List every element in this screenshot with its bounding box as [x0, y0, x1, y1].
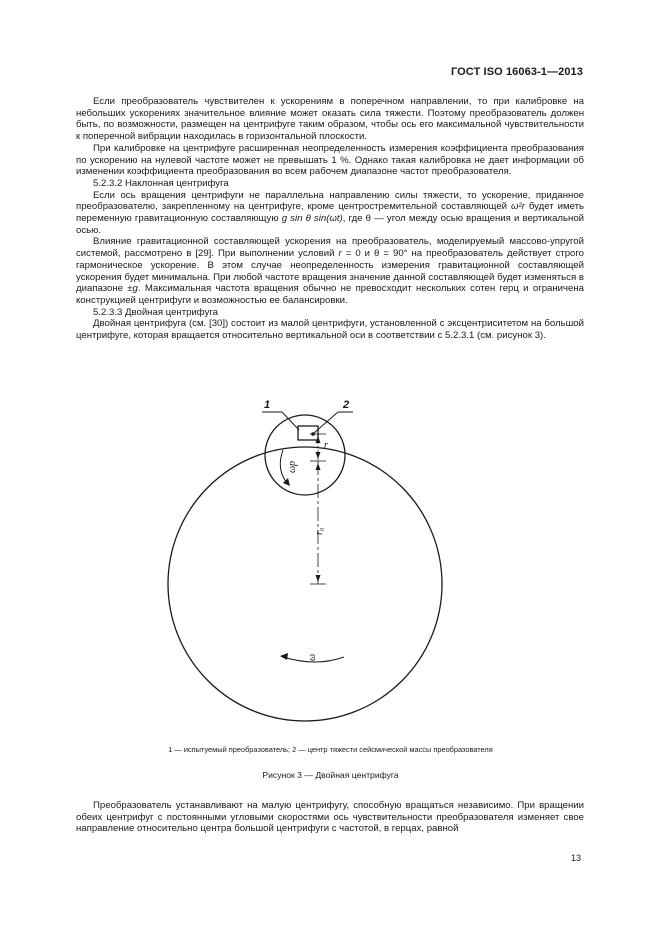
label-r0: r₀	[314, 527, 325, 535]
label-omega-p: ωp	[287, 460, 298, 473]
rotation-arrow-small	[280, 450, 287, 483]
large-centrifuge-circle	[168, 447, 442, 721]
leader-line-2	[314, 412, 338, 433]
continuation-text	[76, 800, 584, 835]
formula-centripetal: ω²r	[511, 201, 525, 213]
text-fragment: будет иметь переменную гравитационную составляющую	[76, 201, 585, 225]
arrowhead	[316, 463, 321, 470]
arrowhead	[280, 653, 288, 660]
paragraph-double-centrifuge: Двойная центрифуга (см. [30]) состоит из малой центрифуги, установленной с эксцентриситетом на большой центрифуге, которая вращается относительно вертикальной оси в соответствии с 5.2.3.1 (см. рисунок 3).	[76, 318, 584, 342]
figure-legend: 1 — испытуемый преобразователь; 2 — центр тяжести сейсмической массы преобразователя	[168, 745, 493, 754]
arrowhead	[316, 452, 321, 459]
centrifuge-diagram	[0, 395, 661, 740]
arrowhead	[316, 575, 321, 582]
paragraph-inclined	[76, 190, 584, 237]
main-text	[76, 96, 584, 342]
formula-gravity: g sin θ sin(ωt)	[281, 213, 343, 225]
paragraph-gravity-influence	[76, 236, 584, 306]
paragraph-cross-sensitivity: Если преобразователь чувствителен к ускорениям в поперечном направлении, то при калибровке на небольших ускорениях значительное влияние может оказать сила тяжести. Поэтому преобразователь должен быть, по возможности, размещен на центрифуге таким образом, чтобы ось его максимальной чувствительности к поперечной вибрации находилась в горизонтальной плоскости.	[76, 96, 584, 143]
section-heading-double: 5.2.3.3 Двойная центрифуга	[93, 306, 218, 318]
label-r: r	[324, 440, 328, 451]
small-centrifuge-circle	[265, 415, 345, 495]
transducer-box	[298, 426, 318, 440]
figure-caption: Рисунок 3 — Двойная центрифуга	[262, 770, 399, 780]
text-fragment: Если ось вращения центрифуги не параллельна направлению силы тяжести, то ускорение, приданное преобразователю, закрепленному на центрифуге, кроме центростремительной составляющей	[76, 189, 584, 213]
document-header: ГОСТ ISO 16063-1—2013	[450, 66, 583, 78]
text-fragment: . Максимальная частота вращения обычно не превосходит нескольких сотен герц и ограничена конструкцией центрифуги и возможностью ее балансировки.	[76, 283, 584, 306]
label-omega: ω	[307, 653, 318, 661]
text-fragment: Влияние гравитационной составляющей ускорения на преобразователь, моделируемый массово-упругой системой, рассмотрено в [29]. При выполнении условий	[76, 236, 584, 260]
paragraph-small-centrifuge: Преобразователь устанавливают на малую центрифугу, способную вращаться независимо. При вращении обеих центрифуг с постоянными угловыми скоростями ось чувствительности преобразователя изменяет свое направление относительно центра большой центрифуги с частотой, в герцах, равной	[76, 800, 584, 835]
text-fragment: = 0 и θ = 90° на преобразователь действует строго гармоническое ускорение. В этом случае неопределенность измерения гравитационной составляющей ускорения будет минимальна. При любой частоте вращения значение данной составляющей будет изменяться в диапазоне	[76, 248, 584, 295]
label-mass-center: 2	[343, 399, 350, 411]
section-heading-inclined: 5.2.3.2 Наклонная центрифуга	[93, 177, 229, 189]
page-number: 13	[571, 853, 582, 863]
figure-double-centrifuge	[0, 395, 661, 740]
paragraph-uncertainty: При калибровке на центрифуге расширенная неопределенность измерения коэффициента преобразования по ускорению на нулевой частоте может не превышать 1 %. Однако такая калибровка не дает информации об изменении коэффициента преобразования во всем рабочем диапазоне частот преобразователя.	[76, 142, 584, 178]
formula-pm-g: ±g	[127, 283, 138, 295]
label-transducer: 1	[264, 399, 271, 411]
formula-r: r	[338, 248, 342, 260]
text-fragment: , где θ — угол между осью вращения и вертикальной осью.	[76, 213, 585, 236]
